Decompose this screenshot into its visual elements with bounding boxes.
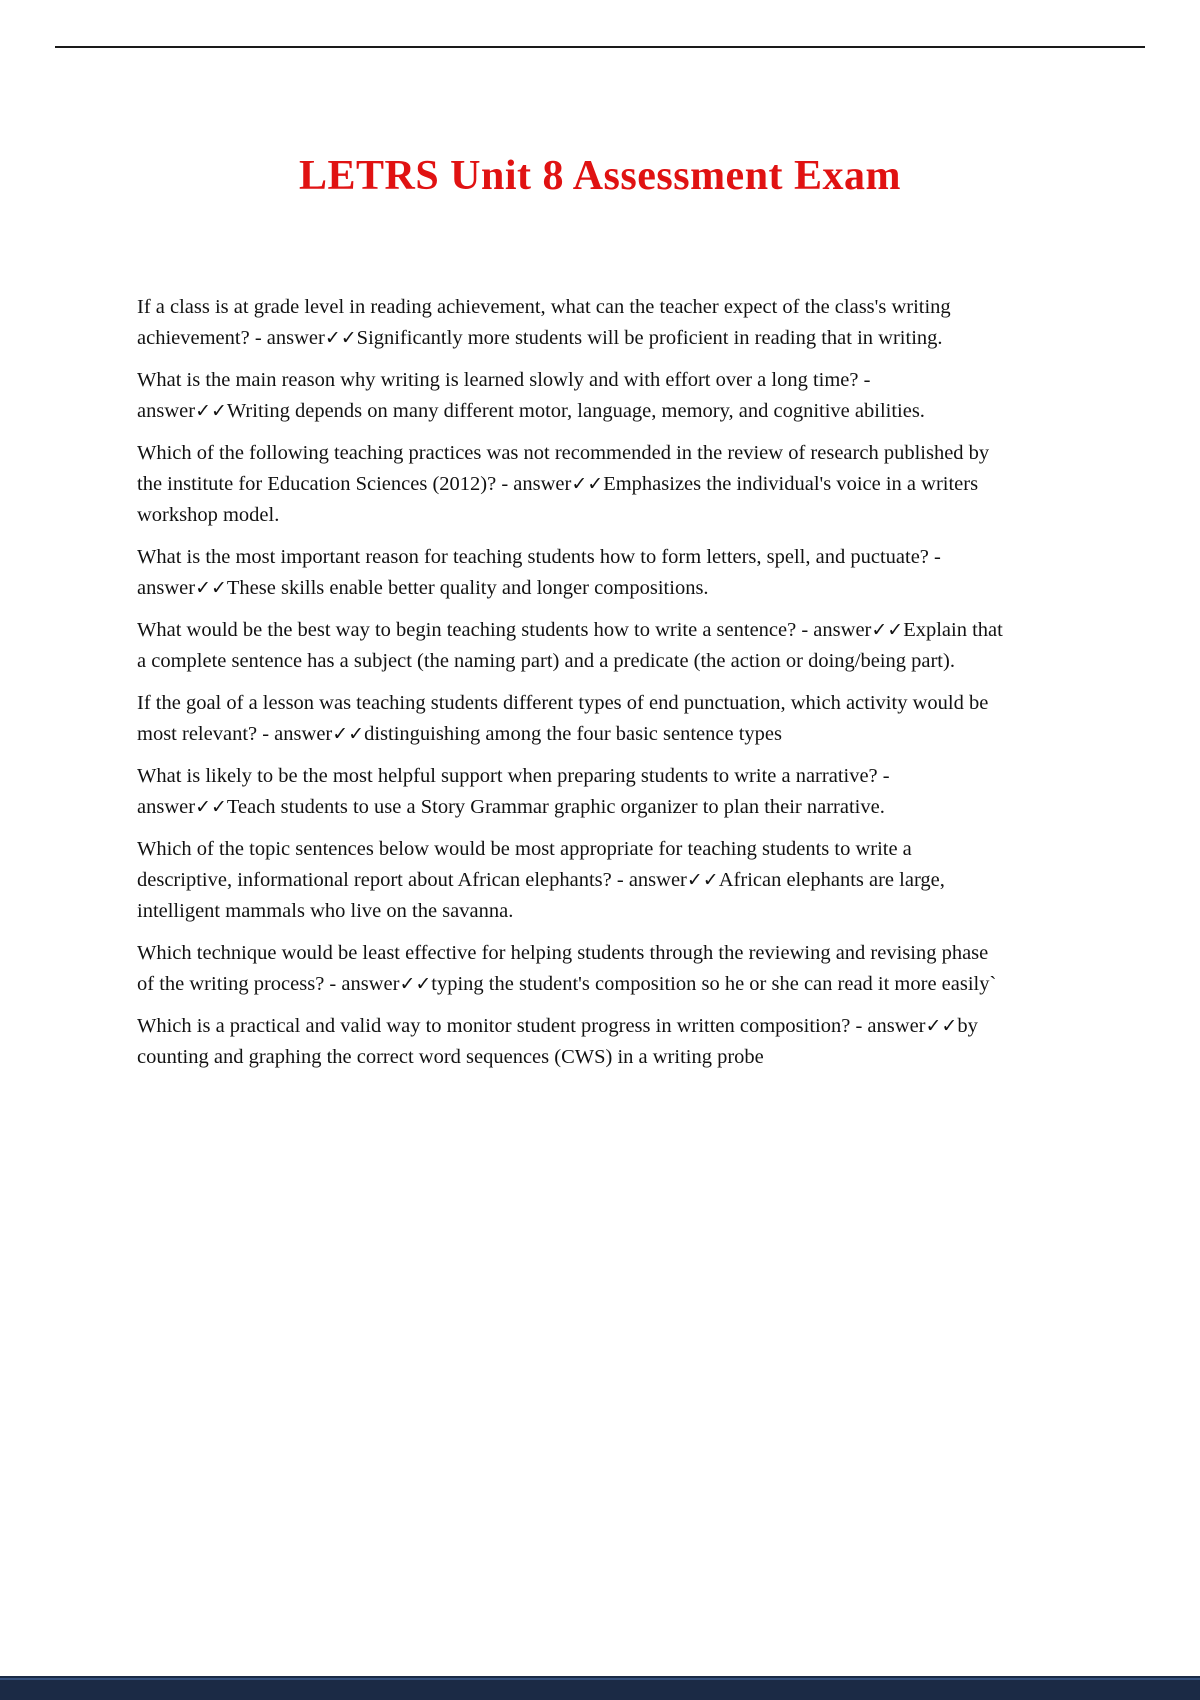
answer-label: - answer [249,327,325,349]
checkmarks-icon: ✓✓ [925,1015,958,1037]
answer-label: - answer [137,369,871,422]
answer-text: Emphasizes the individual's voice in a writers workshop model. [137,473,979,526]
answer-text: Explain that a complete sentence has a subject (the naming part) and a predicate (the action or doing/being part). [137,619,1003,672]
answer-label: - answer [796,619,872,641]
checkmarks-icon: ✓✓ [195,796,227,818]
answer-label: - answer [324,973,400,995]
question-text: What is the most important reason for teaching students how to form letters, spell, and puctuate? [137,546,929,568]
question-text: Which technique would be least effective for helping students through the reviewing and revising phase of the writing process? [137,942,989,995]
question-text: Which is a practical and valid way to monitor student progress in written composition? [137,1015,851,1037]
checkmarks-icon: ✓✓ [686,869,719,891]
question-text: If a class is at grade level in reading achievement, what can the teacher expect of the class's writing achievement? [137,296,951,349]
qa-item [137,938,1005,1000]
qa-item [137,292,1005,354]
qa-item [137,761,1005,823]
qa-item [137,615,1005,677]
question-text: What would be the best way to begin teaching students how to write a sentence? [137,619,797,641]
answer-label: - answer [137,765,890,818]
answer-label: - answer [257,723,333,745]
checkmarks-icon: ✓✓ [324,327,357,349]
answer-label: - answer [850,1015,926,1037]
qa-item [137,438,1005,531]
question-text: What is the main reason why writing is learned slowly and with effort over a long time? [137,369,859,391]
bottom-bar-highlight [0,1678,1200,1680]
answer-text: Teach students to use a Story Grammar graphic organizer to plan their narrative. [226,796,885,818]
answer-text: typing the student's composition so he or she can read it more easily` [431,973,997,995]
answer-text: distinguishing among the four basic sentence types [364,723,782,745]
checkmarks-icon: ✓✓ [871,619,904,641]
qa-item [137,1011,1005,1073]
top-divider [55,46,1145,48]
answer-text: African elephants are large, intelligent mammals who live on the savanna. [137,869,945,922]
answer-label: - answer [611,869,687,891]
question-text: Which of the following teaching practices was not recommended in the review of research published by the institute for Education Sciences (2012)? [137,442,990,495]
checkmarks-icon: ✓✓ [332,723,365,745]
qa-item [137,365,1005,427]
answer-label: - answer [137,546,941,599]
checkmarks-icon: ✓✓ [195,400,227,422]
checkmarks-icon: ✓✓ [195,577,227,599]
answer-text: Significantly more students will be proficient in reading that in writing. [356,327,943,349]
page-title: LETRS Unit 8 Assessment Exam [298,153,902,199]
qa-item [137,542,1005,604]
answer-text: by counting and graphing the correct word sequences (CWS) in a writing probe [137,1015,978,1068]
question-text: If the goal of a lesson was teaching students different types of end punctuation, which activity would be most relevant? [137,692,989,745]
answer-label: - answer [496,473,572,495]
answer-text: Writing depends on many different motor, language, memory, and cognitive abilities. [226,400,925,422]
qa-item [137,688,1005,750]
question-text: What is likely to be the most helpful support when preparing students to write a narrative? [137,765,878,787]
bottom-bar [0,1676,1200,1700]
answer-text: These skills enable better quality and longer compositions. [226,577,709,599]
checkmarks-icon: ✓✓ [399,973,432,995]
checkmarks-icon: ✓✓ [571,473,604,495]
qa-list [137,292,1005,1073]
question-text: Which of the topic sentences below would be most appropriate for teaching students to write a descriptive, informational report about African elephants? [137,838,912,891]
qa-item [137,834,1005,927]
